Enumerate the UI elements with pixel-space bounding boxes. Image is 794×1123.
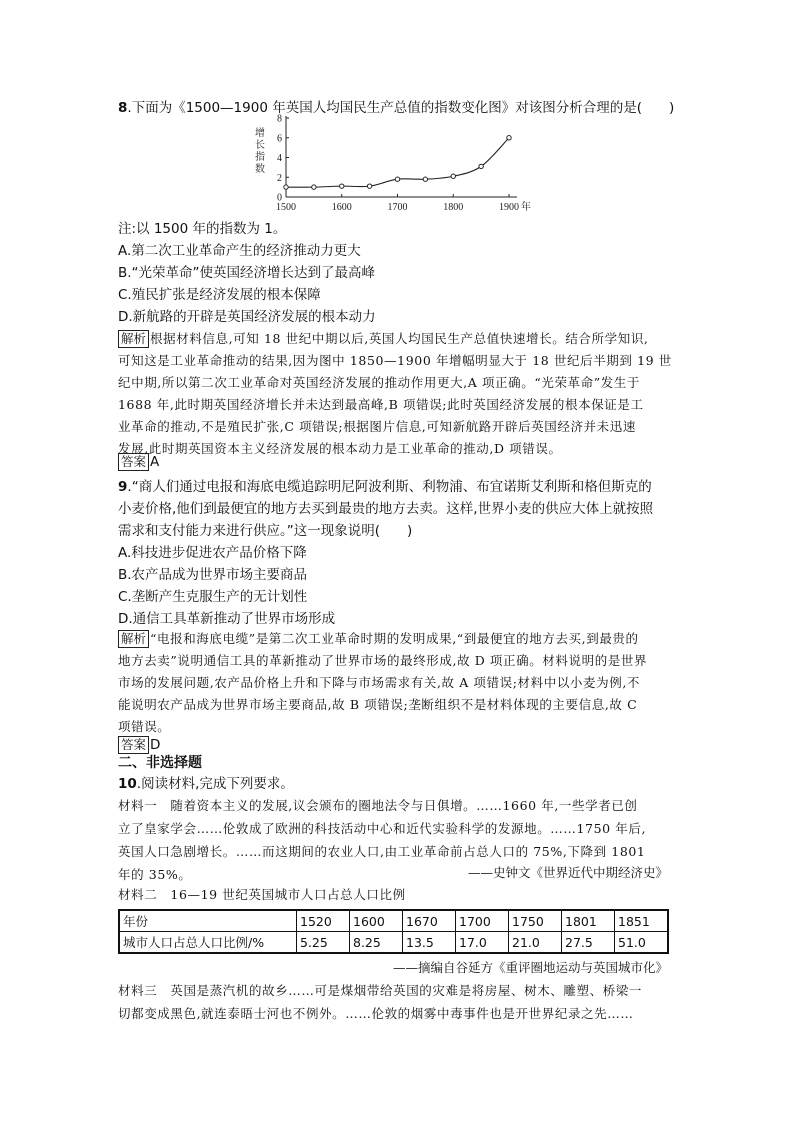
q8-option-a: A.第二次工业革命产生的经济推动力更大 xyxy=(118,243,361,259)
table-cell: 51.0 xyxy=(615,932,669,954)
q8-analysis-line-4: 1688 年,此时期英国经济增长并未达到最高峰,B 项错误;此时英国经济发展的根本保证是工 xyxy=(118,397,644,412)
q8-option-d: D.新航路的开辟是英国经济发展的根本动力 xyxy=(118,309,376,325)
q10-material3-line-1: 材料三 英国是蒸汽机的故乡……可是煤烟带给英国的灾难是将房屋、树木、雕塑、桥梁一 xyxy=(118,983,643,998)
q9-analysis-line-5: 项错误。 xyxy=(118,719,171,734)
table-cell: 1851 xyxy=(615,910,669,932)
q10-material1-line-2: 立了皇家学会……伦敦成了欧洲的科技活动中心和近代实验科学的发源地。……1750 年后, xyxy=(118,821,647,836)
y-tick-label: 4 xyxy=(277,153,282,164)
q9-analysis-line-2: 地方去卖”说明通信工具的革新推动了世界市场的最终形成,故 D 项正确。材料说明的是世界 xyxy=(118,653,648,668)
q10-number: 10 xyxy=(118,776,137,792)
section-title: 二、非选择题 xyxy=(118,755,202,771)
q10-material1-line-3: 英国人口急剧增长。……而这期间的农业人口,由工业革命前占总人口的 75%,下降到 1801 xyxy=(118,844,646,859)
data-point xyxy=(340,184,344,188)
table-cell: 1600 xyxy=(350,910,403,932)
x-tick-label: 1700 xyxy=(387,202,408,213)
data-point xyxy=(507,136,511,140)
q8-analysis-line-5: 业革命的推动,不是殖民扩张,C 项错误;根据图片信息,可知新航路开辟后英国经济并未迅速 xyxy=(118,419,636,434)
q9-stem-line-1 xyxy=(118,476,652,498)
x-tick-label: 1800 xyxy=(443,202,464,213)
x-tick-label: 1900 xyxy=(499,202,519,213)
q10-material2-title: 材料二 16—19 世纪英国城市人口占总人口比例 xyxy=(118,887,406,902)
data-point xyxy=(395,177,399,181)
table-cell: 1750 xyxy=(509,910,562,932)
q8-option-c: C.殖民扩张是经济发展的根本保障 xyxy=(118,287,321,303)
data-point xyxy=(451,174,455,178)
x-axis-label: 年 xyxy=(521,202,531,213)
data-point xyxy=(367,184,371,188)
q8-analysis-line-6: 发展,此时期英国资本主义经济发展的根本动力是工业革命的推动,D 项错误。 xyxy=(118,441,562,456)
data-point xyxy=(479,164,483,168)
y-tick-label: 2 xyxy=(277,172,282,184)
x-tick-label: 1600 xyxy=(331,202,352,213)
y-tick-label: 6 xyxy=(277,133,282,145)
table-cell: 27.5 xyxy=(562,932,615,954)
q10-stem xyxy=(118,773,294,795)
q9-option-d: D.通信工具革新推动了世界市场形成 xyxy=(118,611,336,627)
material2-source: ——摘编自谷延方《重评圈地运动与英国城市化》 xyxy=(392,960,668,975)
y-tick-label: 8 xyxy=(277,113,282,125)
gdp-index-chart xyxy=(246,112,546,224)
q10-stem-text: .阅读材料,完成下列要求。 xyxy=(136,776,294,792)
chart-marks xyxy=(284,136,511,190)
q8-number: 8 xyxy=(118,100,128,116)
table-row-label: 城市人口占总人口比例/% xyxy=(119,932,297,954)
q9-stem-text: .“商人们通过电报和海底电缆追踪明尼阿波利斯、利物浦、布宜诺斯艾利斯和格但斯克的 xyxy=(127,479,652,495)
q9-analysis-line-4: 能说明农产品成为世界市场主要商品,故 B 项错误;垄断组织不是材料体现的主要信息,故 C xyxy=(118,697,638,712)
q10-material3-line-2: 切都变成黑色,就连泰晤士河也不例外。……伦敦的烟雾中毒事件也是开世界纪录之先…… xyxy=(118,1006,634,1021)
analysis-label: 解析 xyxy=(118,630,149,648)
table-cell: 8.25 xyxy=(350,932,403,954)
q9-option-c: C.垄断产生克服生产的无计划性 xyxy=(118,589,308,605)
q9-option-a: A.科技进步促进农产品价格下降 xyxy=(118,545,307,561)
table-cell: 1670 xyxy=(403,910,456,932)
q9-option-b: B.农产品成为世界市场主要商品 xyxy=(118,567,308,583)
answer-label: 答案 xyxy=(118,453,149,471)
q9-analysis-line-3: 市场的发展问题,农产品价格上升和下降与市场需求有关,故 A 项错误;材料中以小麦为例,不 xyxy=(118,675,641,690)
analysis-text: 根据材料信息,可知 18 世纪中期以后,英国人均国民生产总值快速增长。结合所学知识, xyxy=(150,331,649,346)
urban-population-table xyxy=(118,909,669,954)
y-tick-label: 0 xyxy=(277,192,282,204)
q8-analysis-line-2: 可知这是工业革命推动的结果,因为图中 1850—1900 年增幅明显大于 18 世纪后半期到 19 世 xyxy=(118,353,672,368)
answer-value: A xyxy=(150,454,160,470)
q9-stem-line-3: 需求和支付能力来进行供应。”这一现象说明( ) xyxy=(118,523,413,539)
table-cell: 13.5 xyxy=(403,932,456,954)
analysis-label: 解析 xyxy=(118,330,149,348)
q8-analysis-line-1 xyxy=(118,328,649,350)
table-cell: 1520 xyxy=(297,910,350,932)
chart-axes xyxy=(255,114,531,214)
x-tick-label: 1500 xyxy=(276,202,296,213)
q9-stem-line-2: 小麦价格,他们到最便宜的地方去买到最贵的地方去卖。这样,世界小麦的供应大体上就按照 xyxy=(118,501,654,517)
y-axis-label-char: 指 xyxy=(255,152,265,163)
q8-analysis-line-3: 纪中期,所以第二次工业革命对英国经济发展的推动作用更大,A 项正确。“光荣革命”发生于 xyxy=(118,375,641,390)
table-cell: 21.0 xyxy=(509,932,562,954)
data-point xyxy=(423,177,427,181)
q9-analysis-line-1 xyxy=(118,628,639,650)
y-axis-label-char: 增 xyxy=(255,128,265,139)
table-header-label: 年份 xyxy=(119,910,297,932)
analysis-text: “电报和海底电缆”是第二次工业革命时期的发明成果,“到最便宜的地方去买,到最贵的 xyxy=(150,631,639,646)
q8-stem-text: .下面为《1500—1900 年英国人均国民生产总值的指数变化图》对该图分析合理的是( ) xyxy=(127,100,675,116)
material1-source: ——史钟文《世界近代中期经济史》 xyxy=(467,865,668,880)
y-axis-label-char: 长 xyxy=(255,140,265,151)
table-cell: 1801 xyxy=(562,910,615,932)
table-row xyxy=(119,932,668,954)
table-cell: 5.25 xyxy=(297,932,350,954)
q8-answer xyxy=(118,451,159,473)
q10-material1-line-1: 材料一 随着资本主义的发展,议会颁布的圈地法令与日俱增。……1660 年,一些学者已创 xyxy=(118,798,638,813)
table-cell: 17.0 xyxy=(456,932,509,954)
data-point xyxy=(312,185,316,189)
data-point xyxy=(284,185,288,189)
table-row xyxy=(119,910,668,932)
q8-option-b: B.“光荣革命”使英国经济增长达到了最高峰 xyxy=(118,265,376,281)
table-cell: 1700 xyxy=(456,910,509,932)
q9-number: 9 xyxy=(118,479,128,495)
q8-note: 注:以 1500 年的指数为 1。 xyxy=(118,221,287,237)
y-axis-label-char: 数 xyxy=(255,164,265,175)
answer-value: D xyxy=(150,737,161,753)
answer-label: 答案 xyxy=(118,736,149,754)
q10-material1-line-4: 年的 35%。 xyxy=(118,867,192,882)
